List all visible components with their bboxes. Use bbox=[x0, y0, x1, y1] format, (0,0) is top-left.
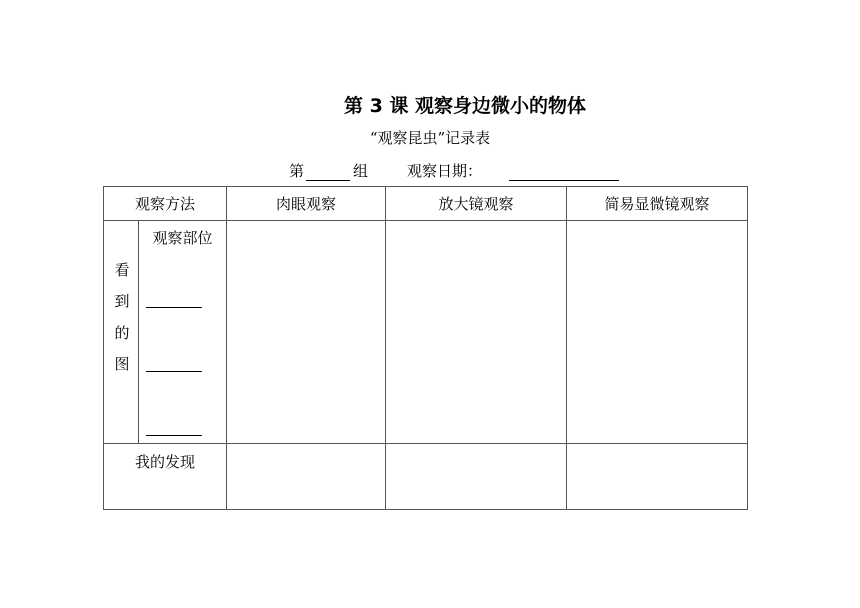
findings-label: 我的发现 bbox=[134, 453, 195, 471]
naked-eye-drawing-cell[interactable] bbox=[227, 221, 385, 443]
date-blank[interactable] bbox=[509, 180, 619, 181]
group-suffix: 组 bbox=[353, 162, 369, 180]
seen-label-char-3: 的 bbox=[114, 324, 130, 342]
seen-label-char-2: 到 bbox=[114, 292, 130, 310]
part-label: 观察部位 bbox=[152, 229, 213, 247]
microscope-findings-cell[interactable] bbox=[567, 444, 747, 509]
group-blank[interactable] bbox=[306, 180, 350, 181]
microscope-drawing-cell[interactable] bbox=[567, 221, 747, 443]
header-cell-method: 观察方法 bbox=[134, 195, 195, 213]
first-col-inner-divider bbox=[138, 220, 139, 443]
seen-label-char-1: 看 bbox=[114, 261, 130, 279]
header-cell-naked-eye: 肉眼观察 bbox=[275, 195, 336, 213]
magnifier-drawing-cell[interactable] bbox=[386, 221, 566, 443]
group-prefix: 第 bbox=[289, 162, 305, 180]
date-label: 观察日期： bbox=[407, 162, 483, 180]
page-title: 第 3 课 观察身边微小的物体 bbox=[343, 95, 587, 117]
page-subtitle: “观察昆虫”记录表 bbox=[369, 129, 491, 147]
header-cell-microscope: 简易显微镜观察 bbox=[604, 195, 710, 213]
seen-label-char-4: 图 bbox=[114, 355, 130, 373]
naked-eye-findings-cell[interactable] bbox=[227, 444, 385, 509]
part-blank-3[interactable] bbox=[146, 435, 202, 436]
part-blank-1[interactable] bbox=[146, 307, 202, 308]
header-cell-magnifier: 放大镜观察 bbox=[438, 195, 514, 213]
magnifier-findings-cell[interactable] bbox=[386, 444, 566, 509]
part-blank-2[interactable] bbox=[146, 371, 202, 372]
